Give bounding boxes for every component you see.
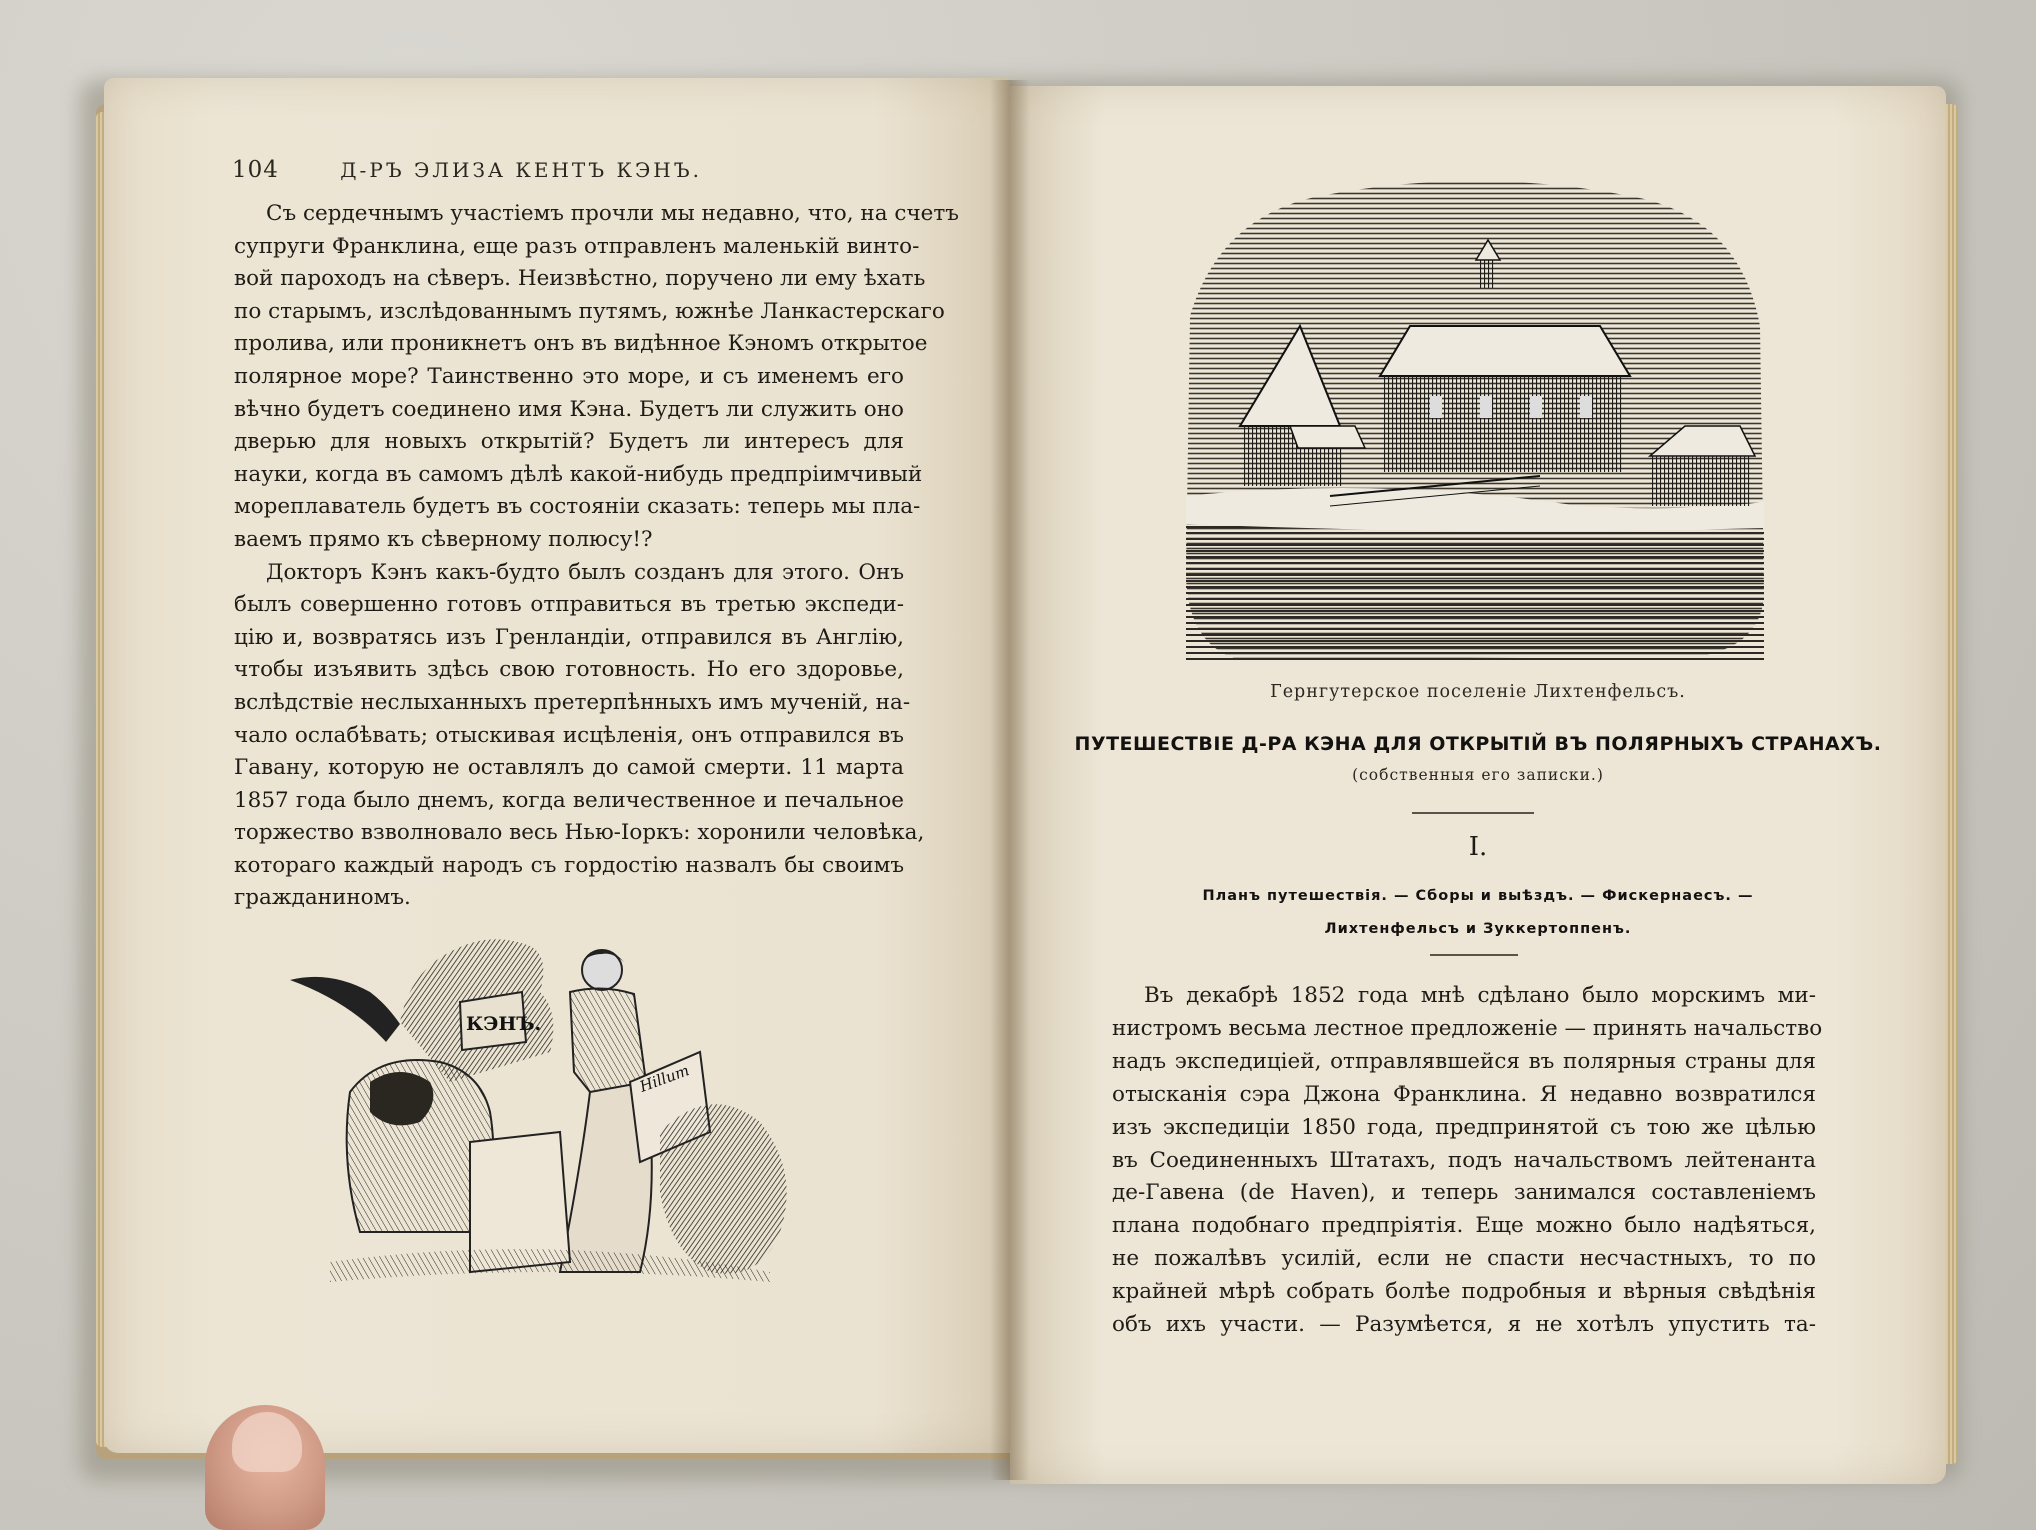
chapter-number: I.: [1468, 832, 1488, 862]
text-line: Докторъ Кэнъ какъ-будто былъ созданъ для этого. Онъ: [266, 559, 904, 585]
text-line: плана подобнаго предпріятія. Еще можно было надѣяться,: [1112, 1213, 1816, 1239]
running-head: Д-РЪ ЭЛИЗА КЕНТЪ КЭНЪ.: [340, 158, 702, 182]
text-line: Въ декабрѣ 1852 года мнѣ сдѣлано было морскимъ ми-: [1144, 983, 1816, 1008]
text-line: чтобы изъявить здѣсь свою готовность. Но его здоровье,: [234, 657, 904, 683]
text-line: супруги Франклина, еще разъ отправленъ маленькій винто-: [234, 233, 920, 259]
text-line: полярное море? Таинственно это море, и съ именемъ его: [234, 363, 904, 389]
text-line: котораго каждый народъ съ гордостію назвалъ бы своимъ: [234, 852, 904, 878]
divider-rule: [1412, 812, 1534, 814]
divider-rule: [1430, 954, 1518, 956]
settlement-engraving: [1180, 176, 1770, 666]
text-line: дверью для новыхъ открытій? Будетъ ли интересъ для: [234, 429, 904, 455]
text-line: 1857 года было днемъ, когда величественное и печальное: [234, 787, 904, 813]
book-gutter: [990, 80, 1030, 1480]
text-line: гражданиномъ.: [234, 885, 411, 911]
text-line: чало ослабѣвать; отыскивая исцѣленія, онъ отправился въ: [234, 722, 904, 748]
right-page-text: [1112, 980, 1823, 1342]
text-line: отысканія сэра Джона Франклина. Я недавно возвратился: [1112, 1081, 1816, 1107]
text-line: былъ совершенно готовъ отправиться въ третью экспеди-: [234, 592, 904, 618]
text-line: ваемъ прямо къ сѣверному полюсу!?: [234, 526, 653, 552]
vignette-engraving: [290, 932, 810, 1302]
text-line: цію и, возвратясь изъ Гренландіи, отправился въ Англію,: [234, 624, 904, 650]
text-line: вой пароходъ на сѣверъ. Неизвѣстно, поручено ли ему ѣхать: [234, 266, 926, 292]
text-line: вѣчно будетъ соединено имя Кэна. Будетъ ли служить оно: [234, 396, 904, 422]
summary-line: Планъ путешествія. — Сборы и выѣздъ. — Фискернаесъ. —: [1202, 888, 1754, 904]
text-line: не пожалѣвъ усилій, если не спасти несчастныхъ, то по: [1112, 1246, 1816, 1272]
text-line: науки, когда въ самомъ дѣлѣ какой-нибудь предпріимчивый: [234, 461, 923, 487]
text-line: изъ экспедиціи 1850 года, предпринятой съ тою же цѣлью: [1112, 1114, 1816, 1140]
text-line: надъ экспедиціей, отправлявшейся въ полярныя страны для: [1112, 1048, 1816, 1074]
text-line: Съ сердечнымъ участіемъ прочли мы недавно, что, на счетъ: [266, 201, 959, 226]
page-number: 104: [232, 157, 279, 183]
text-line: въ Соединенныхъ Штатахъ, подъ начальствомъ лейтенанта: [1112, 1147, 1816, 1173]
left-page-header: [232, 152, 702, 188]
illustration-caption: Гернгутерское поселеніе Лихтенфельсъ.: [1270, 682, 1686, 702]
chapter-title: ПУТЕШЕСТВІЕ Д-РА КЭНА ДЛЯ ОТКРЫТІЙ ВЪ ПОЛЯРНЫХЪ СТРАНАХЪ.: [1074, 733, 1882, 755]
text-line: торжество взволновало весь Нью-Іоркъ: хоронили человѣка,: [234, 820, 925, 846]
text-line: де-Гавена (de Haven), и теперь занимался составленіемъ: [1112, 1180, 1816, 1206]
left-page-text: [234, 198, 959, 915]
text-line: крайней мѣрѣ собрать болѣе подробныя и вѣрныя свѣдѣнія: [1112, 1279, 1816, 1305]
vignette-label: КЭНЪ.: [466, 1013, 542, 1035]
text-line: по старымъ, изслѣдованнымъ путямъ, южнѣе Ланкастерскаго: [234, 298, 945, 324]
text-line: объ ихъ участи. — Разумѣется, я не хотѣлъ упустить та-: [1112, 1312, 1816, 1338]
text-line: пролива, или проникнетъ онъ въ видѣнное Кэномъ открытое: [234, 331, 928, 357]
summary-line: Лихтенфельсъ и Зуккертоппенъ.: [1324, 921, 1632, 937]
text-line: мореплаватель будетъ въ состояніи сказать: теперь мы пла-: [234, 494, 921, 520]
text-line: нистромъ весьма лестное предложеніе — принять начальство: [1112, 1015, 1823, 1041]
text-line: Гавану, которую не оставлялъ до самой смерти. 11 марта: [234, 755, 904, 781]
text-line: вслѣдствіе неслыханныхъ претерпѣнныхъ имъ мученій, на-: [234, 689, 911, 715]
chapter-subtitle: (собственныя его записки.): [1352, 766, 1604, 784]
chapter-summary: [1010, 880, 1946, 946]
vignette-book-label: Hillum: [637, 1061, 692, 1096]
